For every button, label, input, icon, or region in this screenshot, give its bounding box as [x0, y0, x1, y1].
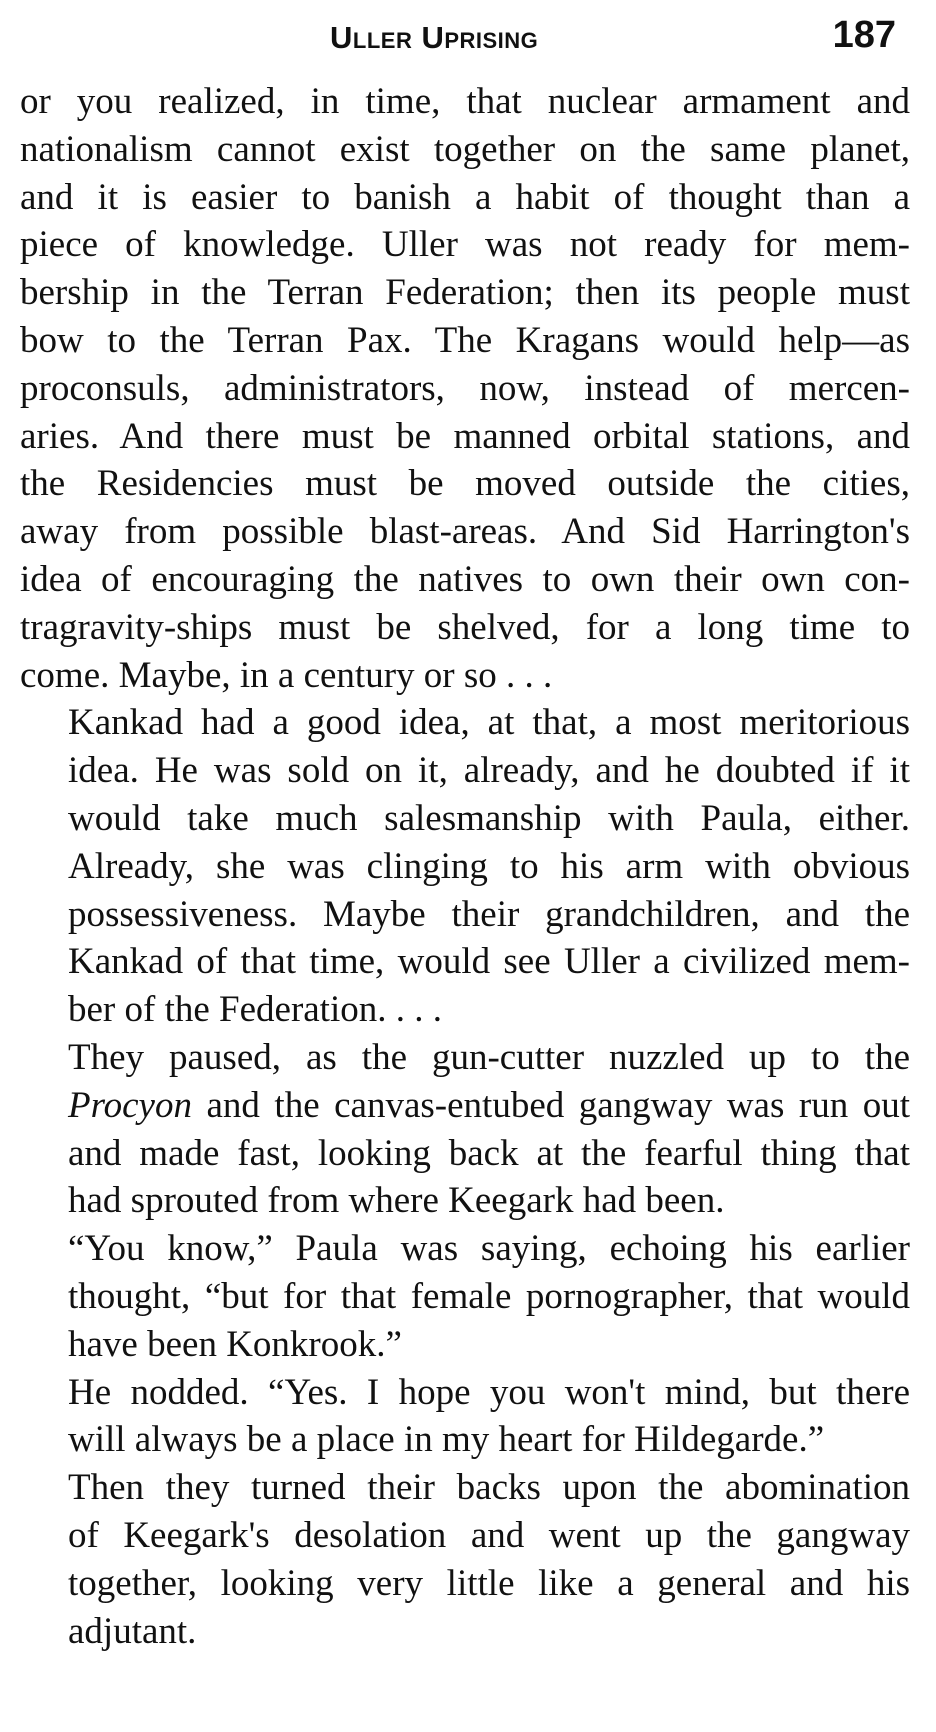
- paragraph: [20, 1464, 910, 1655]
- text-line: Kankad had a good idea, at that, a most meritorious: [68, 702, 910, 744]
- text-line: nationalism cannot exist together on the same planet,: [20, 128, 910, 170]
- paragraph: [20, 1369, 910, 1465]
- text-line: Then they turned their backs upon the abomination: [68, 1467, 910, 1509]
- text-line: idea of encouraging the natives to own their own con-: [20, 558, 910, 600]
- paragraph: [20, 1034, 910, 1225]
- text-line: have been Konkrook.”: [68, 1323, 402, 1365]
- paragraph: [20, 1225, 910, 1368]
- text-line: will always be a place in my heart for Hildegarde.”: [68, 1419, 825, 1461]
- text-line: thought, “but for that female pornographer, that would: [68, 1275, 910, 1317]
- text-line: ber of the Federation. . . .: [68, 989, 442, 1031]
- text-line: aries. And there must be manned orbital stations, and: [20, 415, 910, 457]
- text-line: would take much salesmanship with Paula, either.: [68, 797, 910, 839]
- text-line: bow to the Terran Pax. The Kragans would help—as: [20, 319, 910, 361]
- text-line: bership in the Terran Federation; then its people must: [20, 272, 910, 314]
- text-line: He nodded. “Yes. I hope you won't mind, but there: [68, 1371, 910, 1413]
- text-line: proconsuls, administrators, now, instead of mercen-: [20, 367, 910, 409]
- running-title: Uller Uprising: [330, 20, 539, 55]
- text-line: of Keegark's desolation and went up the gangway: [68, 1514, 910, 1556]
- text-line: “You know,” Paula was saying, echoing his earlier: [68, 1228, 910, 1270]
- text-line: adjutant.: [68, 1610, 197, 1652]
- book-page: [20, 0, 910, 1732]
- text-line: the Residencies must be moved outside the cities,: [20, 463, 910, 505]
- text-line: come. Maybe, in a century or so . . .: [20, 654, 553, 696]
- page-number: 187: [832, 14, 896, 56]
- paragraph: [20, 699, 910, 1034]
- text-line: They paused, as the gun-cutter nuzzled up to the: [68, 1036, 910, 1078]
- text-line: possessiveness. Maybe their grandchildren, and the: [68, 893, 910, 935]
- ship-name: Procyon: [68, 1084, 192, 1126]
- running-header: [20, 14, 910, 64]
- text-line: Already, she was clinging to his arm with obvious: [68, 845, 910, 887]
- text-line: Procyon and the canvas-entubed gangway was run out: [68, 1084, 910, 1126]
- text-line: had sprouted from where Keegark had been.: [68, 1180, 725, 1222]
- text-line: Kankad of that time, would see Uller a civilized mem-: [68, 941, 910, 983]
- paragraph: [20, 78, 910, 699]
- text-line: and made fast, looking back at the fearful thing that: [68, 1132, 910, 1174]
- text-line: idea. He was sold on it, already, and he doubted if it: [68, 750, 910, 792]
- text-line: tragravity-ships must be shelved, for a long time to: [20, 606, 910, 648]
- text-line: piece of knowledge. Uller was not ready for mem-: [20, 224, 910, 266]
- body-text: [20, 78, 910, 1655]
- text-line: or you realized, in time, that nuclear armament and: [20, 81, 910, 122]
- text-line: away from possible blast-areas. And Sid Harrington's: [20, 511, 910, 553]
- text-line: and it is easier to banish a habit of thought than a: [20, 176, 910, 218]
- text-line: together, looking very little like a general and his: [68, 1562, 910, 1604]
